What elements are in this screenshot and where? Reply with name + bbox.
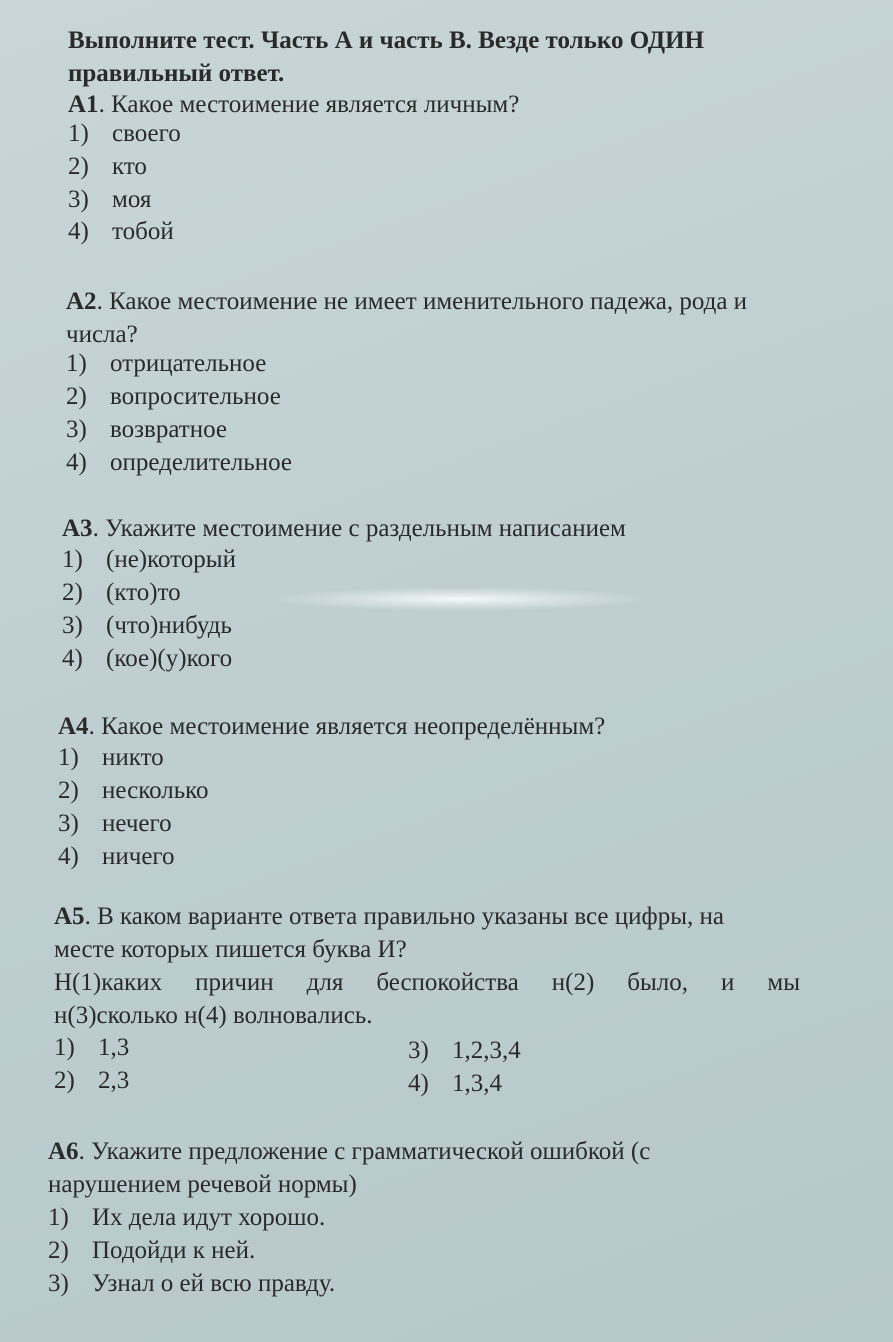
question-text: . В каком варианте ответа правильно указаны все цифры, на: [84, 903, 725, 930]
question-label: А2: [66, 288, 97, 315]
question-a4: [58, 710, 605, 743]
option-a5-4[interactable]: 4) 1,3,4: [408, 1070, 502, 1097]
option-a4-1[interactable]: 1) никто: [58, 744, 164, 771]
question-text-cont: месте которых пишется буква И?: [54, 936, 407, 963]
option-a5-1[interactable]: 1) 1,3: [54, 1034, 130, 1061]
option-a3-2[interactable]: 2) (кто)то: [62, 579, 181, 606]
option-a2-2[interactable]: 2) вопросительное: [66, 383, 281, 410]
option-a6-2[interactable]: 2) Подойди к ней.: [48, 1237, 256, 1264]
question-a6: [48, 1135, 848, 1201]
question-label: А5: [54, 903, 85, 930]
task-sentence-line-2: н(3)сколько н(4) волновались.: [54, 1002, 373, 1029]
question-text: . Какое местоимение является неопределённым?: [88, 713, 606, 740]
question-label: А4: [58, 713, 89, 740]
option-a3-3[interactable]: 3) (что)нибудь: [62, 612, 232, 639]
option-a1-1[interactable]: 1) своего: [68, 120, 181, 147]
option-a1-3[interactable]: 3) моя: [68, 186, 152, 213]
question-a3: [62, 512, 626, 545]
question-text: . Какое местоимение не имеет именительного падежа, рода и: [96, 288, 748, 315]
task-sentence-line-1: Н(1)каких причин для беспокойства н(2) было, и мы: [54, 969, 800, 996]
question-label: А6: [48, 1138, 79, 1165]
test-instructions: [68, 24, 848, 90]
option-a2-1[interactable]: 1) отрицательное: [66, 350, 267, 377]
question-label: А1: [68, 91, 99, 118]
light-glare: [280, 588, 640, 610]
question-label: А3: [62, 515, 93, 542]
option-a3-1[interactable]: 1) (не)который: [62, 546, 236, 573]
question-text-cont: числа?: [66, 321, 138, 348]
option-a2-4[interactable]: 4) определительное: [66, 449, 292, 476]
option-a1-2[interactable]: 2) кто: [68, 153, 147, 180]
option-a2-3[interactable]: 3) возвратное: [66, 416, 227, 443]
option-a4-3[interactable]: 3) нечего: [58, 810, 172, 837]
option-a6-1[interactable]: 1) Их дела идут хорошо.: [48, 1204, 326, 1231]
instructions-line-1: Выполните тест. Часть А и часть В. Везде только ОДИН: [68, 27, 705, 54]
question-text: . Укажите местоимение с раздельным написанием: [92, 515, 626, 542]
question-a2: [66, 285, 866, 351]
option-a5-2[interactable]: 2) 2,3: [54, 1067, 130, 1094]
question-text: . Укажите предложение с грамматической ошибкой (с: [78, 1138, 651, 1165]
option-a1-4[interactable]: 4) тобой: [68, 218, 174, 245]
option-a4-2[interactable]: 2) несколько: [58, 777, 209, 804]
question-text-cont: нарушением речевой нормы): [48, 1171, 357, 1198]
instructions-line-2: правильный ответ.: [68, 60, 285, 87]
option-a5-3[interactable]: 3) 1,2,3,4: [408, 1037, 521, 1064]
option-a6-3[interactable]: 3) Узнал о ей всю правду.: [48, 1270, 336, 1297]
option-a3-4[interactable]: 4) (кое)(у)кого: [62, 645, 233, 672]
option-a4-4[interactable]: 4) ничего: [58, 843, 175, 870]
question-a5: [54, 900, 854, 1032]
question-text: . Какое местоимение является личным?: [98, 91, 520, 118]
